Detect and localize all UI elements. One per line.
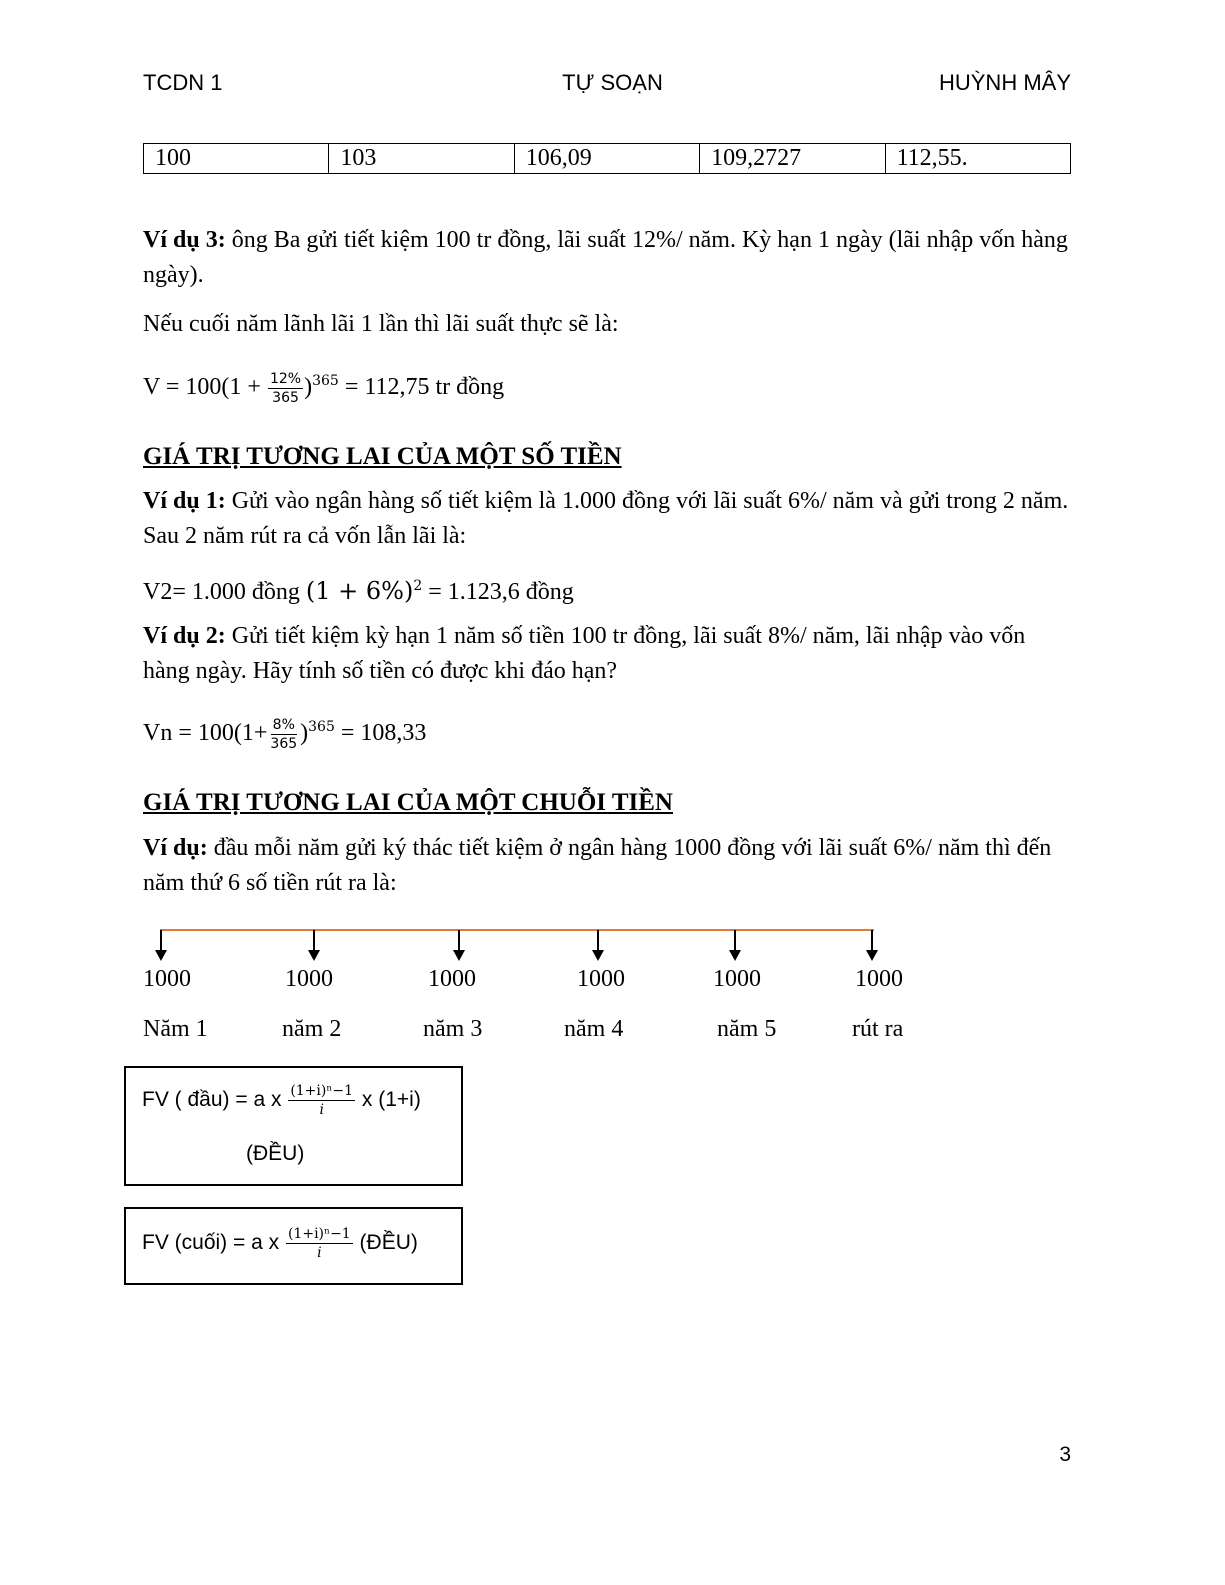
arrow-down-icon (308, 950, 320, 961)
table-cell: 112,55. (885, 144, 1070, 174)
formula-math: (1 + 6%) (305, 577, 414, 605)
fraction (288, 1082, 355, 1119)
formula-lead: V2= 1.000 đồng (143, 579, 306, 605)
timeline-label: Năm 1 (143, 1016, 208, 1042)
section-title-single-amount: GIÁ TRỊ TƯƠNG LAI CỦA MỘT SỐ TIỀN (143, 443, 622, 470)
exponent: 365 (308, 719, 335, 735)
exponent: 365 (312, 373, 339, 389)
formula-tail: = 1.123,6 đồng (422, 579, 574, 605)
timeline-amount: 1000 (285, 966, 333, 992)
arrow-down-icon (729, 950, 741, 961)
example3-line2: Nếu cuối năm lãnh lãi 1 lần thì lãi suất thực sẽ là: (143, 311, 619, 337)
fraction (268, 370, 303, 407)
fraction (268, 716, 299, 753)
header-right: HUỲNH MÂY (938, 70, 1071, 95)
section1-example2-formula: Vn = 100(1+ $\frac{8\%}{365}$ )$^{365}$ = 108,33 (143, 716, 427, 752)
example1-label: Ví dụ 1: (143, 488, 226, 514)
timeline-amount: 1000 (855, 966, 903, 992)
timeline-line (160, 929, 874, 931)
formula-tail: = 112,75 tr đồng (338, 374, 505, 400)
formula-box-ordinary-annuity (124, 1207, 463, 1285)
timeline-label: rút ra (852, 1016, 904, 1042)
formula-lead: V = 100(1 + (143, 374, 267, 400)
formula-tail: = 108,33 (334, 720, 427, 746)
timeline-label: năm 2 (282, 1016, 342, 1042)
section1-example1 (143, 484, 1073, 554)
value-table (143, 143, 1071, 174)
fraction-denominator: 365 (272, 389, 299, 406)
formula-lead: FV ( đầu) = a x (142, 1088, 288, 1111)
example3-text: ông Ba gửi tiết kiệm 100 tr đồng, lãi suất 12%/ năm. Kỳ hạn 1 ngày (lãi nhập vốn hàng ngày). (143, 227, 1068, 288)
timeline-tick (871, 930, 873, 952)
timeline-tick (313, 930, 315, 952)
example-text: đầu mỗi năm gửi ký thác tiết kiệm ở ngân hàng 1000 đồng với lãi suất 6%/ năm thì đến năm thứ 6 số tiền rút ra là: (143, 835, 1052, 896)
example3-paragraph (143, 223, 1073, 293)
timeline-amount: 1000 (143, 966, 191, 992)
table-cell: 106,09 (514, 144, 699, 174)
fraction-numerator: 12% (269, 370, 302, 387)
section-title-annuity: GIÁ TRỊ TƯƠNG LAI CỦA MỘT CHUỖI TIỀN (143, 789, 673, 816)
table-cell: 103 (329, 144, 514, 174)
arrow-down-icon (866, 950, 878, 961)
fraction (286, 1225, 353, 1262)
table-cell: 109,2727 (700, 144, 885, 174)
formula-note: (ĐỀU) (246, 1142, 305, 1165)
fraction-numerator: 8% (272, 716, 295, 733)
header-center: TỰ SOẠN (562, 70, 663, 95)
formula-box-annuity-due (124, 1066, 463, 1186)
section2-example (143, 831, 1073, 901)
example3-label: Ví dụ 3: (143, 227, 226, 253)
example-label: Ví dụ: (143, 835, 208, 861)
fraction-denominator: 365 (270, 735, 298, 752)
formula-line (142, 1078, 421, 1122)
timeline-amount: 1000 (713, 966, 761, 992)
timeline-label: năm 4 (564, 1016, 624, 1042)
formula-tail: x (1+i) (356, 1088, 421, 1111)
timeline-tick (597, 930, 599, 952)
fraction-numerator: (1+i)ⁿ−1 (287, 1225, 351, 1242)
timeline-tick (458, 930, 460, 952)
formula-tail: (ĐỀU) (353, 1231, 418, 1254)
formula-lead: FV (cuối) = a x (142, 1231, 285, 1254)
fraction-denominator: i (317, 1244, 322, 1261)
header-left: TCDN 1 (143, 70, 223, 95)
section1-example2 (143, 619, 1073, 689)
arrow-down-icon (592, 950, 604, 961)
formula-line (142, 1221, 418, 1265)
table-row (144, 144, 1071, 174)
table-cell: 100 (144, 144, 329, 174)
section1-example1-formula (143, 569, 1073, 610)
example1-text: Gửi vào ngân hàng số tiết kiệm là 1.000 đồng với lãi suất 6%/ năm và gửi trong 2 năm. Sau 2 năm rút ra cả vốn lẫn lãi là: (143, 488, 1069, 549)
timeline-tick (734, 930, 736, 952)
exponent: 2 (413, 578, 423, 594)
example2-text: Gửi tiết kiệm kỳ hạn 1 năm số tiền 100 tr đồng, lãi suất 8%/ năm, lãi nhập vào vốn hàng ngày. Hãy tính số tiền có được khi đáo hạn? (143, 623, 1026, 684)
page-number: 3 (1059, 1443, 1071, 1466)
fraction-numerator: (1+i)ⁿ−1 (290, 1082, 354, 1099)
formula-lead: Vn = 100(1+ (143, 720, 268, 746)
timeline-label: năm 5 (717, 1016, 777, 1042)
example3-formula: V = 100(1 + $\frac{12\%}{365}$ )$^{365}$ = 112,75 tr đồng (143, 370, 505, 406)
example2-label: Ví dụ 2: (143, 623, 226, 649)
fraction-denominator: i (319, 1101, 324, 1118)
timeline-amount: 1000 (428, 966, 476, 992)
timeline-label: năm 3 (423, 1016, 483, 1042)
arrow-down-icon (453, 950, 465, 961)
arrow-down-icon (155, 950, 167, 961)
timeline-amount: 1000 (577, 966, 625, 992)
timeline-tick (160, 930, 162, 952)
